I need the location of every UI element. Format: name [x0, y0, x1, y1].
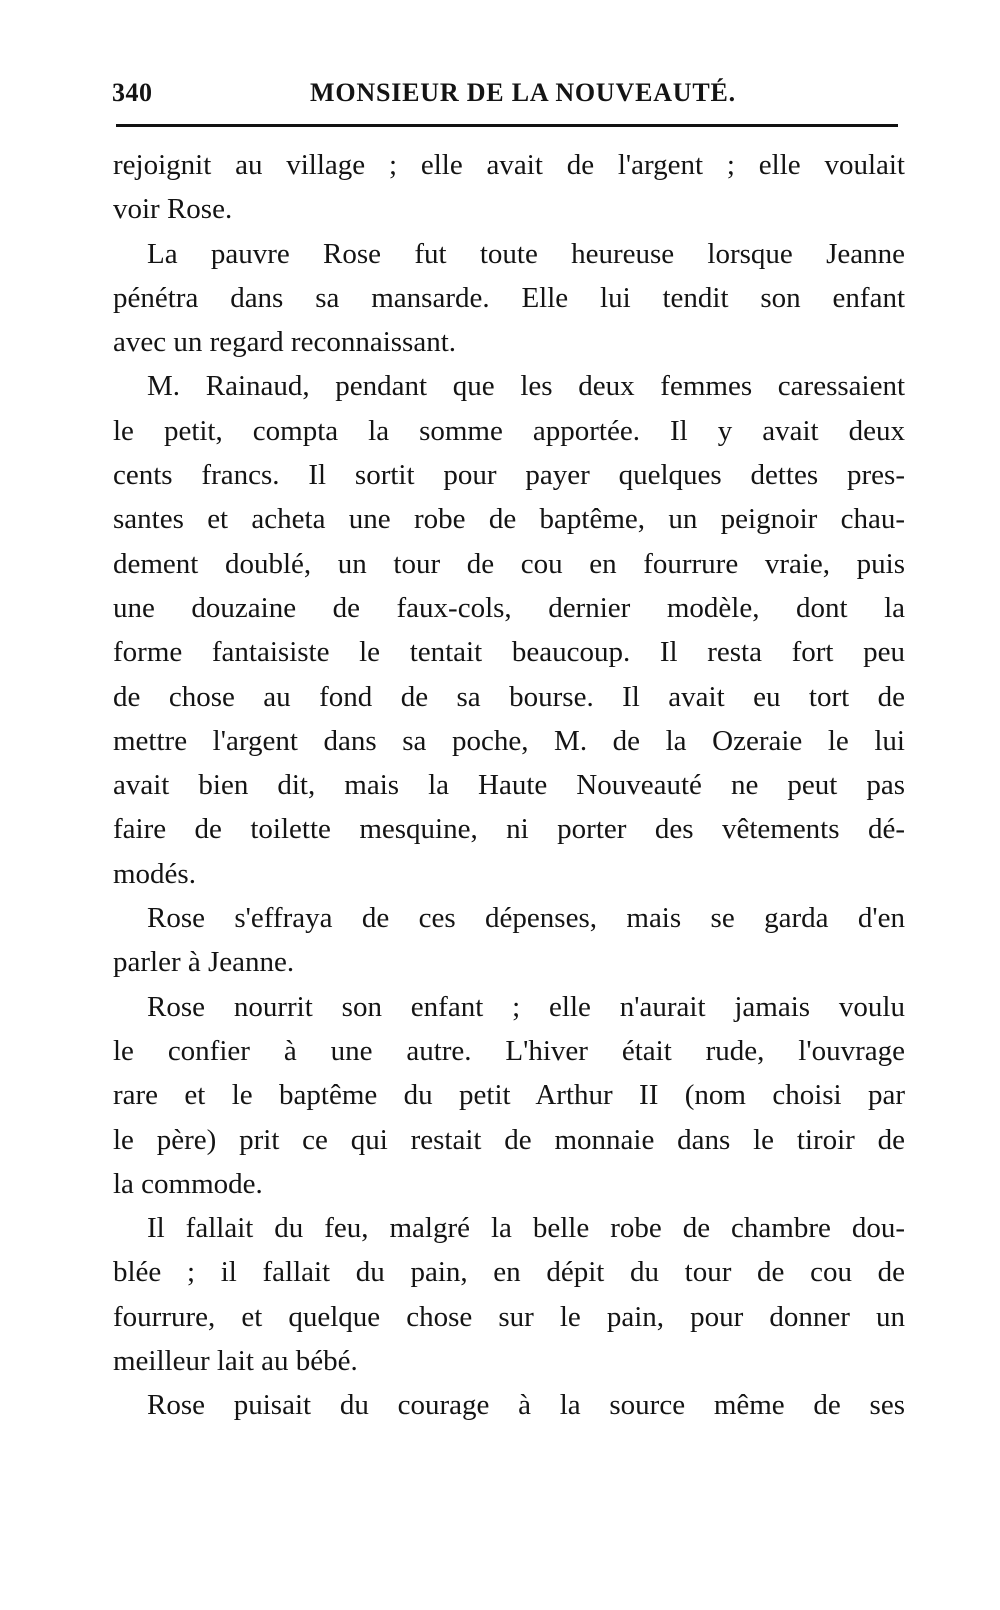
- text-line: de chose au fond de sa bourse. Il avait eu tort de: [113, 680, 905, 713]
- text-line: forme fantaisiste le tentait beaucoup. Il resta fort peu: [113, 636, 905, 669]
- page-number: 340: [112, 78, 153, 107]
- text-line: avait bien dit, mais la Haute Nouveauté ne peut pas: [113, 769, 905, 802]
- text-line: M. Rainaud, pendant que les deux femmes caressaient: [147, 370, 905, 403]
- text-line: Rose nourrit son enfant ; elle n'aurait jamais voulu: [147, 990, 905, 1023]
- body-text: [113, 143, 905, 1428]
- running-title: MONSIEUR DE LA NOUVEAUTÉ.: [310, 78, 736, 107]
- text-line: modés.: [113, 857, 196, 890]
- text-line: dement doublé, un tour de cou en fourrure vraie, puis: [113, 547, 905, 580]
- text-line: cents francs. Il sortit pour payer quelques dettes pres-: [113, 459, 905, 492]
- text-line: rejoignit au village ; elle avait de l'argent ; elle voulait: [113, 149, 905, 181]
- text-line: le confier à une autre. L'hiver était rude, l'ouvrage: [113, 1034, 905, 1067]
- text-line: La pauvre Rose fut toute heureuse lorsque Jeanne: [147, 237, 905, 270]
- text-line: meilleur lait au bébé.: [113, 1345, 358, 1378]
- text-line: fourrure, et quelque chose sur le pain, pour donner un: [113, 1300, 905, 1333]
- text-line: une douzaine de faux-cols, dernier modèle, dont la: [113, 591, 905, 624]
- text-line: santes et acheta une robe de baptême, un peignoir chau-: [113, 503, 905, 536]
- text-line: la commode.: [113, 1167, 263, 1200]
- text-line: le petit, compta la somme apportée. Il y avait deux: [113, 414, 905, 447]
- text-line: avec un regard reconnaissant.: [113, 326, 457, 359]
- header-rule: [116, 124, 898, 127]
- text-line: parler à Jeanne.: [113, 946, 295, 979]
- running-head: [112, 78, 902, 114]
- text-line: mettre l'argent dans sa poche, M. de la Ozeraie le lui: [113, 724, 905, 757]
- text-line: Il fallait du feu, malgré la belle robe de chambre dou-: [147, 1212, 905, 1245]
- text-line: Rose puisait du courage à la source même de ses: [147, 1389, 905, 1422]
- text-line: faire de toilette mesquine, ni porter des vêtements dé-: [113, 813, 905, 846]
- text-line: voir Rose.: [113, 193, 233, 226]
- text-line: Rose s'effraya de ces dépenses, mais se garda d'en: [147, 902, 905, 935]
- text-line: le père) prit ce qui restait de monnaie dans le tiroir de: [113, 1123, 905, 1156]
- text-line: pénétra dans sa mansarde. Elle lui tendit son enfant: [113, 281, 905, 314]
- text-line: rare et le baptême du petit Arthur II (nom choisi par: [113, 1079, 905, 1112]
- text-line: blée ; il fallait du pain, en dépit du tour de cou de: [113, 1256, 905, 1289]
